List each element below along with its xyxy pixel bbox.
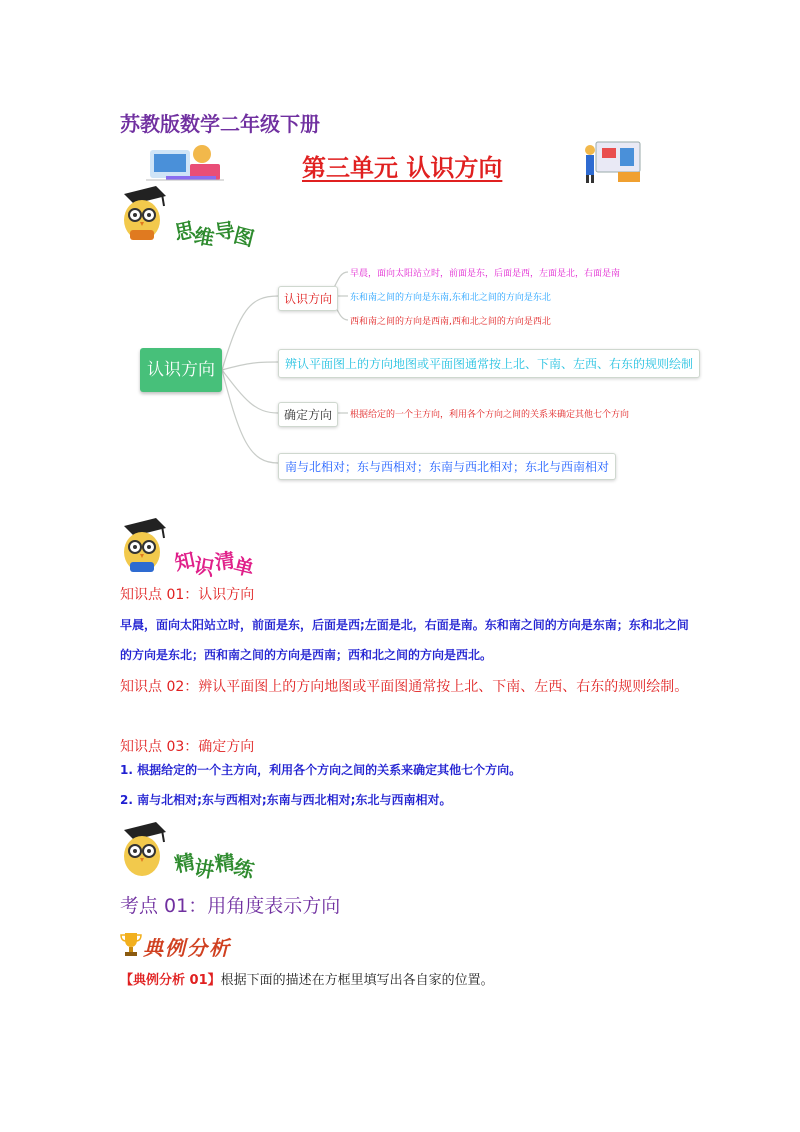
mind-map-root: 认识方向 <box>140 348 222 392</box>
teacher-board-illustration-icon <box>580 140 644 184</box>
example-text: 根据下面的描述在方框里填写出各自家的位置。 <box>220 973 494 988</box>
mindmap-section-banner: 思维导图 <box>172 217 257 251</box>
knowledge-section-banner: 知识清单 <box>172 547 257 581</box>
exam-point-title: 考点 01：用角度表示方向 <box>120 895 341 917</box>
knowledge-point-3-title: 知识点 03：确定方向 <box>120 739 255 755</box>
unit-title: 第三单元 认识方向 <box>302 154 503 182</box>
mind-map <box>0 250 800 490</box>
knowledge-point-1-title: 知识点 01：认识方向 <box>120 587 255 603</box>
owl-mascot-icon <box>118 186 168 244</box>
knowledge-point-2: 知识点 02：辨认平面图上的方向地图或平面图通常按上北、下南、左西、右东的规则绘制。 <box>120 679 689 695</box>
knowledge-point-3-item: 2. 南与北相对;东与西相对;东南与西北相对;东北与西南相对。 <box>120 793 452 807</box>
example-tag: 【典例分析 01】 <box>120 973 221 988</box>
lecture-section-banner: 精讲精练 <box>172 849 257 883</box>
example-analysis-line <box>120 969 494 988</box>
mind-map-branch-recognize: 认识方向 <box>278 286 338 311</box>
knowledge-point-1-body: 早晨，面向太阳站立时，前面是东，后面是西;左面是北，右面是南。东和南之间的方向是东南；东和北之间的方向是东北；西和南之间的方向是西南；西和北之间的方向是西北。 <box>120 618 689 662</box>
book-title: 苏教版数学二年级下册 <box>120 112 320 136</box>
mind-map-leaf: 早晨，面向太阳站立时，前面是东，后面是西，左面是北，右面是南 <box>350 269 621 279</box>
mind-map-branch-determine: 确定方向 <box>278 402 338 427</box>
mind-map-branch-map-direction: 辨认平面图上的方向地图或平面图通常按上北、下南、左西、右东的规则绘制 <box>278 349 700 378</box>
mind-map-leaf: 西和南之间的方向是西南,西和北之间的方向是西北 <box>350 317 551 327</box>
learning-illustration-icon <box>146 140 224 184</box>
owl-mascot-icon <box>118 822 168 880</box>
mind-map-leaf: 东和南之间的方向是东南,东和北之间的方向是东北 <box>350 293 551 303</box>
mind-map-leaf: 根据给定的一个主方向，利用各个方向之间的关系来确定其他七个方向 <box>350 410 630 420</box>
mind-map-branch-opposite: 南与北相对；东与西相对；东南与西北相对；东北与西南相对 <box>278 453 616 480</box>
owl-mascot-icon <box>118 518 168 576</box>
knowledge-point-3-item: 1. 根据给定的一个主方向，利用各个方向之间的关系来确定其他七个方向。 <box>120 763 522 777</box>
example-section-banner: 典例分析 <box>143 936 231 960</box>
trophy-icon <box>120 930 142 958</box>
